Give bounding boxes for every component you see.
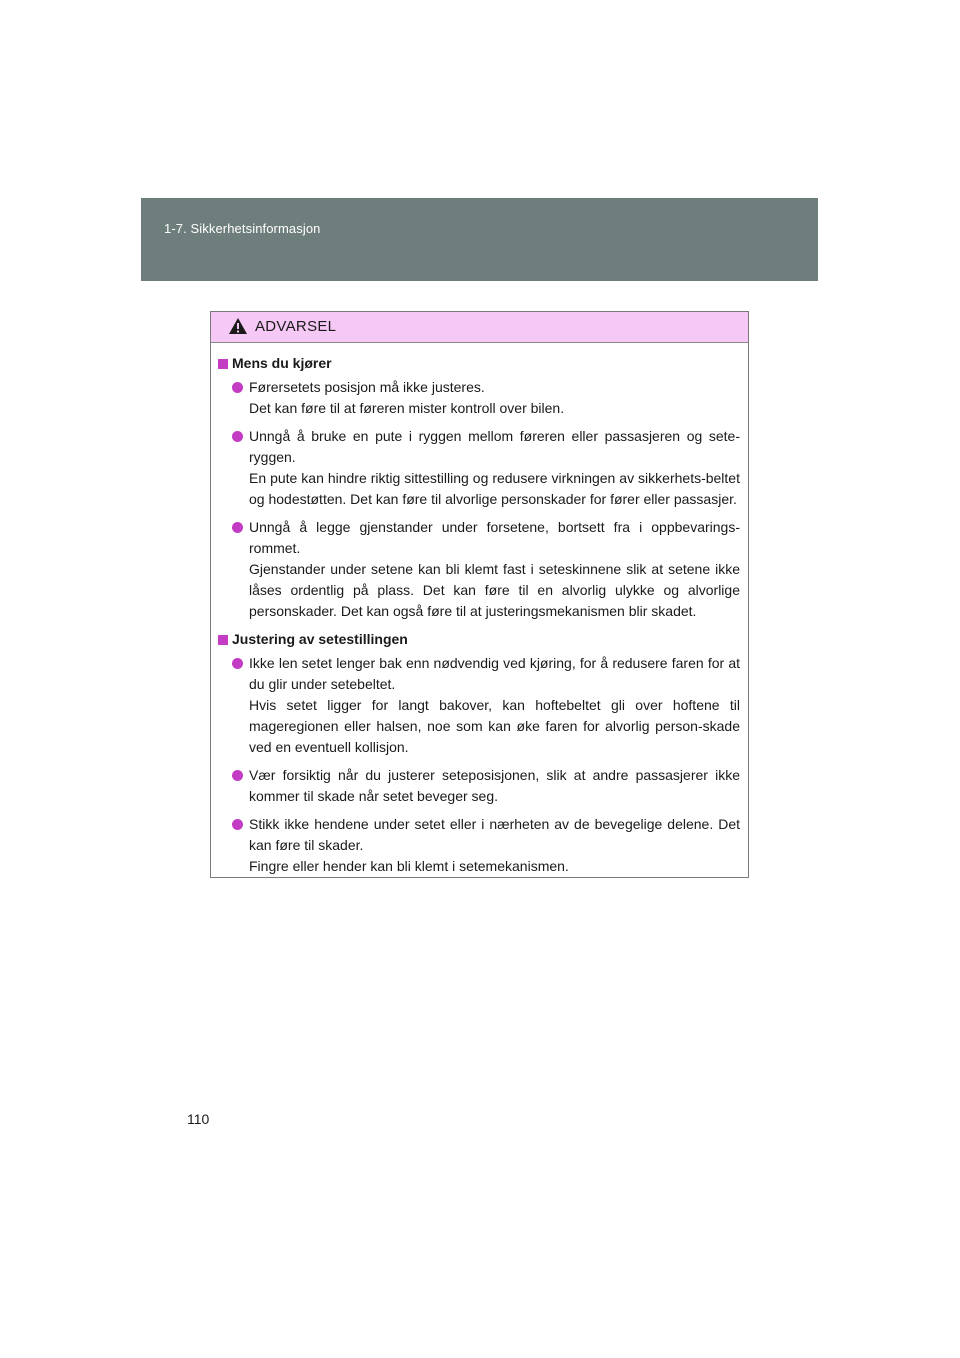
item-paragraph: Gjenstander under setene kan bli klemt fast i seteskinnene slik at setene ikke låses ordentlig på plass. Det kan føre til en alvorlig ulykke og alvorlige personskader. Det kan også føre til at justeringsmekanismen blir skadet.	[249, 561, 740, 619]
circle-bullet-icon	[232, 431, 243, 442]
item-paragraph: Fingre eller hender kan bli klemt i setemekanismen.	[249, 858, 569, 874]
item-paragraph: Unngå å legge gjenstander under forsetene, bortsett fra i oppbevarings-rommet.	[249, 519, 740, 556]
list-item	[218, 814, 740, 877]
square-bullet-icon	[218, 359, 228, 369]
item-paragraph: Vær forsiktig når du justerer seteposisjonen, slik at andre passasjerer ikke kommer til skade når setet beveger seg.	[249, 767, 740, 804]
section-heading	[218, 629, 740, 650]
page-number: 110	[187, 1111, 210, 1127]
warning-header	[211, 312, 748, 343]
warning-triangle-icon	[228, 317, 248, 335]
section-heading	[218, 353, 740, 374]
list-item	[218, 377, 740, 419]
section-label: 1-7. Sikkerhetsinformasjon	[164, 221, 321, 236]
circle-bullet-icon	[232, 522, 243, 533]
chapter-header-band	[141, 198, 818, 281]
circle-bullet-icon	[232, 382, 243, 393]
item-paragraph: Unngå å bruke en pute i ryggen mellom føreren eller passasjeren og sete-ryggen.	[249, 428, 740, 465]
warning-box	[210, 311, 749, 878]
item-paragraph: Førersetets posisjon må ikke justeres.	[249, 379, 485, 395]
list-item	[218, 765, 740, 807]
warning-title: ADVARSEL	[255, 318, 337, 335]
item-paragraph: Stikk ikke hendene under setet eller i nærheten av de bevegelige delene. Det kan føre til skader.	[249, 816, 740, 853]
item-paragraph: Det kan føre til at føreren mister kontroll over bilen.	[249, 400, 565, 416]
circle-bullet-icon	[232, 819, 243, 830]
circle-bullet-icon	[232, 770, 243, 781]
section-justering	[218, 629, 740, 877]
list-item	[218, 426, 740, 510]
square-bullet-icon	[218, 635, 228, 645]
list-item	[218, 653, 740, 758]
warning-body	[211, 343, 748, 877]
section-mens-du-kjorer	[218, 353, 740, 622]
section-heading-text: Justering av setestillingen	[232, 631, 408, 647]
item-paragraph: En pute kan hindre riktig sittestilling og redusere virkningen av sikkerhets-beltet og hodestøtten. Det kan føre til alvorlige personskader for fører eller passasjer.	[249, 470, 740, 507]
section-heading-text: Mens du kjører	[232, 355, 332, 371]
item-paragraph: Hvis setet ligger for langt bakover, kan hoftebeltet gli over hoftene til mageregionen eller halsen, noe som kan øke faren for alvorlig person-skade ved en eventuell kollisjon.	[249, 697, 740, 755]
list-item	[218, 517, 740, 622]
circle-bullet-icon	[232, 658, 243, 669]
item-paragraph: Ikke len setet lenger bak enn nødvendig ved kjøring, for å redusere faren for at du glir under setebeltet.	[249, 655, 740, 692]
